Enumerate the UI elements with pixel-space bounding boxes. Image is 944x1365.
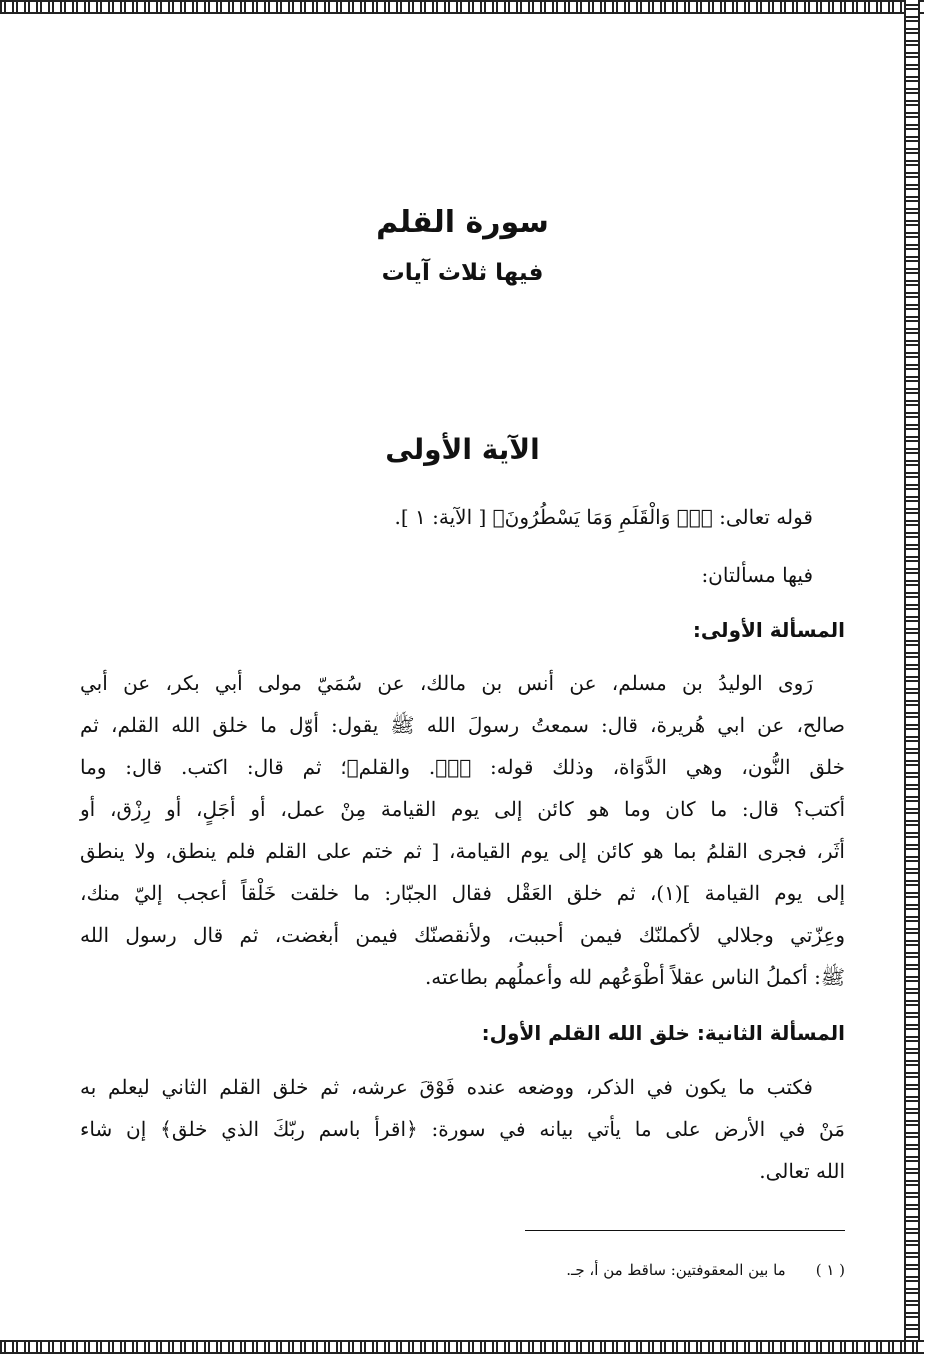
masala-2-heading: المسألة الثانية: خلق الله القلم الأول: — [481, 1021, 845, 1045]
page-border-top — [0, 0, 924, 14]
footnote-number: ( ١ ) — [815, 1261, 845, 1279]
masala-1-line: صالح، عن ابي هُريرة، قال: سمعتُ رسولَ الله ﷺ يقول: أوّل ما خلق الله القلم، ثم — [80, 713, 845, 737]
masail-count: فيها مسألتان: — [701, 563, 813, 587]
footnote-separator — [525, 1230, 845, 1231]
masala-1-heading: المسألة الأولى: — [692, 618, 845, 642]
masala-1-line: إلى يوم القيامة ](١)، ثم خلق العَقْل فقال الجبّار: ما خلقت خَلْقاً أعجب إليّ منك، — [80, 881, 845, 905]
aya-heading: الآية الأولى — [385, 433, 540, 466]
masala-1-line: وعِزّتي وجلالي لأكملنّك فيمن أحببت، ولأنقصنّك فيمن أبغضت، ثم قال رسول الله — [80, 923, 845, 947]
page-content — [80, 60, 845, 1330]
masala-2-line: الله تعالى. — [759, 1159, 845, 1183]
verse-line: قوله تعالى: ﴿نۤ وَالْقَلَمِ وَمَا يَسْطُرُونَ﴾ [ الآية: ١ ]. — [394, 505, 813, 529]
masala-1-line: أثَر، فجرى القلمُ بما هو كائن إلى يوم القيامة، [ ثم ختم على القلم فلم ينطق، ولا ينطق — [80, 839, 845, 863]
masala-2-line: فكتب ما يكون في الذكر، ووضعه عنده فَوْقَ عرشه، ثم خلق القلم الثاني ليعلم به — [80, 1075, 813, 1099]
masala-1-line: رَوى الوليدُ بن مسلم، عن أنس بن مالك، عن سُمَيّ مولى أبي بكر، عن أبي — [80, 671, 813, 695]
sura-subtitle: فيها ثلاث آيات — [381, 260, 544, 286]
masala-2-line: مَنْ في الأرض على ما يأتي بيانه في سورة: ﴿اقرأ باسم ربّكَ الذي خلق﴾ إن شاء — [80, 1117, 845, 1141]
masala-1-line: ﷺ: أكملُ الناس عقلاً أطْوَعُهم لله وأعملُهم بطاعته. — [424, 965, 845, 989]
masala-1-line: أكتب؟ قال: ما كان وما هو كائن إلى يوم القيامة مِنْ عمل، أو أجَلٍ، أو رِزْق، أو — [80, 797, 845, 821]
footnote — [80, 1258, 845, 1282]
masala-1-line: خلق النُّون، وهي الدَّوَاة، وذلك قوله: ﴿نۤ. والقلم﴾؛ ثم قال: اكتب. قال: وما — [80, 755, 845, 779]
page-border-right — [904, 0, 920, 1354]
footnote-text: ما بين المعقوفتين: ساقط من أ، جـ. — [566, 1261, 786, 1279]
sura-title: سورة القلم — [376, 205, 549, 240]
page-border-bottom — [0, 1340, 924, 1354]
